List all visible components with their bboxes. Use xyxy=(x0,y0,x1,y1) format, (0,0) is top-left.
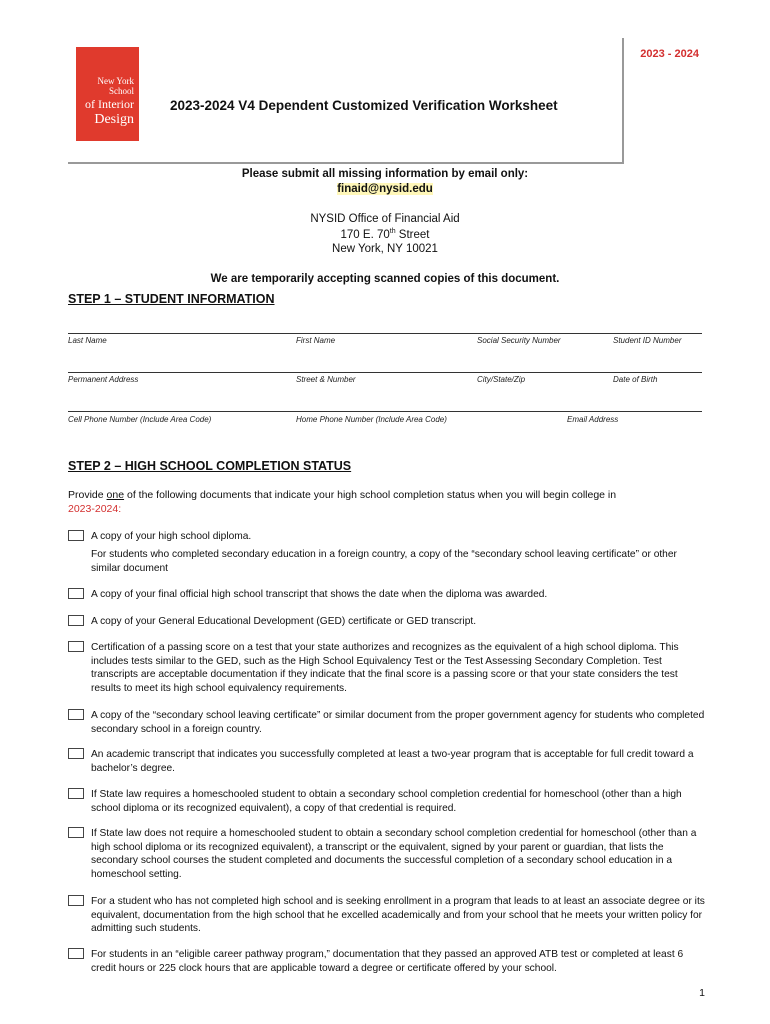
option-final-transcript: A copy of your final official high school transcript that shows the date when the diploma was awarded. xyxy=(91,589,548,600)
label-ssn: Social Security Number xyxy=(477,336,561,345)
label-city-state-zip: City/State/Zip xyxy=(477,375,526,384)
label-email-address: Email Address xyxy=(567,415,619,424)
option-academic-transcript: An academic transcript that indicates you successfully completed at least a two-year program that is acceptable for full credit toward a bachelor’s degree. xyxy=(91,749,694,774)
street-ordinal: th xyxy=(389,228,396,235)
email-line xyxy=(0,183,770,195)
label-street-number: Street & Number xyxy=(296,375,356,384)
email-link[interactable]: finaid@nysid.edu xyxy=(337,183,433,195)
intro-one: one xyxy=(106,489,125,501)
checkbox-academic-transcript[interactable] xyxy=(68,748,84,759)
step2-intro xyxy=(68,488,708,516)
office-street xyxy=(0,228,770,241)
street-name: Street xyxy=(395,228,430,241)
checkbox-hs-diploma[interactable] xyxy=(68,530,84,541)
option-homeschool-transcript: If State law does not require a homeschooled student to obtain a secondary school completion credential for homeschool (other than a high school diploma or its recognized equivalent), a transcript or the equivalent, signed by your parent or guardian, that lists the secondary school courses the student completed and documents the successful completion of a secondary school education in a homeschool setting. xyxy=(91,828,697,880)
step1-heading: STEP 1 – STUDENT INFORMATION xyxy=(68,292,275,306)
checkbox-homeschool-credential[interactable] xyxy=(68,788,84,799)
intro-year: 2023-2024: xyxy=(68,503,122,515)
checkbox-final-transcript[interactable] xyxy=(68,588,84,599)
document-title: 2023-2024 V4 Dependent Customized Verification Worksheet xyxy=(170,98,558,113)
checkbox-passing-score[interactable] xyxy=(68,641,84,652)
checkbox-high-school-documentation[interactable] xyxy=(68,895,84,906)
logo-text-line3: of Interior xyxy=(85,97,134,111)
checkbox-ged[interactable] xyxy=(68,615,84,626)
intro-text-post: of the following documents that indicate your high school completion status when you will begin college in xyxy=(124,489,617,501)
option-high-school-documentation: For a student who has not completed high school and is seeking enrollment in a program that leads to at least an associate degree or its equivalent, documentation from the high school that he excelled academically and from your school that he meets your written policy for admitting such students. xyxy=(91,896,705,934)
option-ged: A copy of your General Educational Development (GED) certificate or GED transcript. xyxy=(91,616,477,627)
label-student-id: Student ID Number xyxy=(613,336,682,345)
student-info-line-1[interactable] xyxy=(68,333,702,334)
option-hs-diploma: A copy of your high school diploma. xyxy=(91,531,252,542)
page-number: 1 xyxy=(699,987,705,999)
option-career-pathway: For students in an “eligible career pathway program,” documentation that they passed an approved ATB test or completed at least 6 credit hours or 225 clock hours that are applicable toward a degree or certificate offered by your school. xyxy=(91,949,684,974)
label-last-name: Last Name xyxy=(68,336,107,345)
office-name: NYSID Office of Financial Aid xyxy=(310,213,460,225)
nysid-logo xyxy=(76,47,139,141)
scan-notice: We are temporarily accepting scanned copies of this document. xyxy=(210,273,560,285)
header-horizontal-divider xyxy=(68,162,623,164)
label-home-phone: Home Phone Number (Include Area Code) xyxy=(296,415,447,424)
label-first-name: First Name xyxy=(296,336,336,345)
option-leaving-certificate: A copy of the “secondary school leaving certificate” or similar document from the proper government agency for students who completed secondary school in a foreign country. xyxy=(91,710,705,735)
step2-heading: STEP 2 – HIGH SCHOOL COMPLETION STATUS xyxy=(68,459,352,473)
option-homeschool-credential: If State law requires a homeschooled student to obtain a secondary school completion credential for homeschool (other than a high school diploma or its recognized equivalent), a copy of that credential is required. xyxy=(91,789,682,814)
foreign-country-note: For students who completed secondary education in a foreign country, a copy of the “secondary school leaving certificate” or other similar document xyxy=(91,549,677,574)
street-number: 170 E. 70 xyxy=(340,228,390,241)
label-cell-phone: Cell Phone Number (Include Area Code) xyxy=(68,415,212,424)
option-passing-score: Certification of a passing score on a test that your state authorizes and recognizes as the equivalent of a high school diploma. This includes tests similar to the GED, such as the High School Equivalency Test or the Test Assessing Secondary Completion. Test transcripts are acceptable documentation if they indicate that the final score is a passing score or that your state considers the test results to meet its high school equivalency requirements. xyxy=(91,642,679,694)
checkbox-leaving-certificate[interactable] xyxy=(68,709,84,720)
submit-instruction: Please submit all missing information by email only: xyxy=(241,168,529,180)
checkbox-career-pathway[interactable] xyxy=(68,948,84,959)
logo-text-line1: New York xyxy=(97,76,134,86)
header-vertical-divider xyxy=(622,38,624,164)
checkbox-homeschool-transcript[interactable] xyxy=(68,827,84,838)
label-permanent-address: Permanent Address xyxy=(68,375,139,384)
office-city: New York, NY 10021 xyxy=(332,243,438,255)
logo-text-line4: Design xyxy=(94,112,134,127)
academic-year-label: 2023 - 2024 xyxy=(640,48,699,60)
student-info-line-3[interactable] xyxy=(68,411,702,412)
student-info-line-2[interactable] xyxy=(68,372,702,373)
logo-text-line2: School xyxy=(108,86,134,96)
label-date-of-birth: Date of Birth xyxy=(613,375,658,384)
intro-text-pre: Provide xyxy=(68,489,107,501)
